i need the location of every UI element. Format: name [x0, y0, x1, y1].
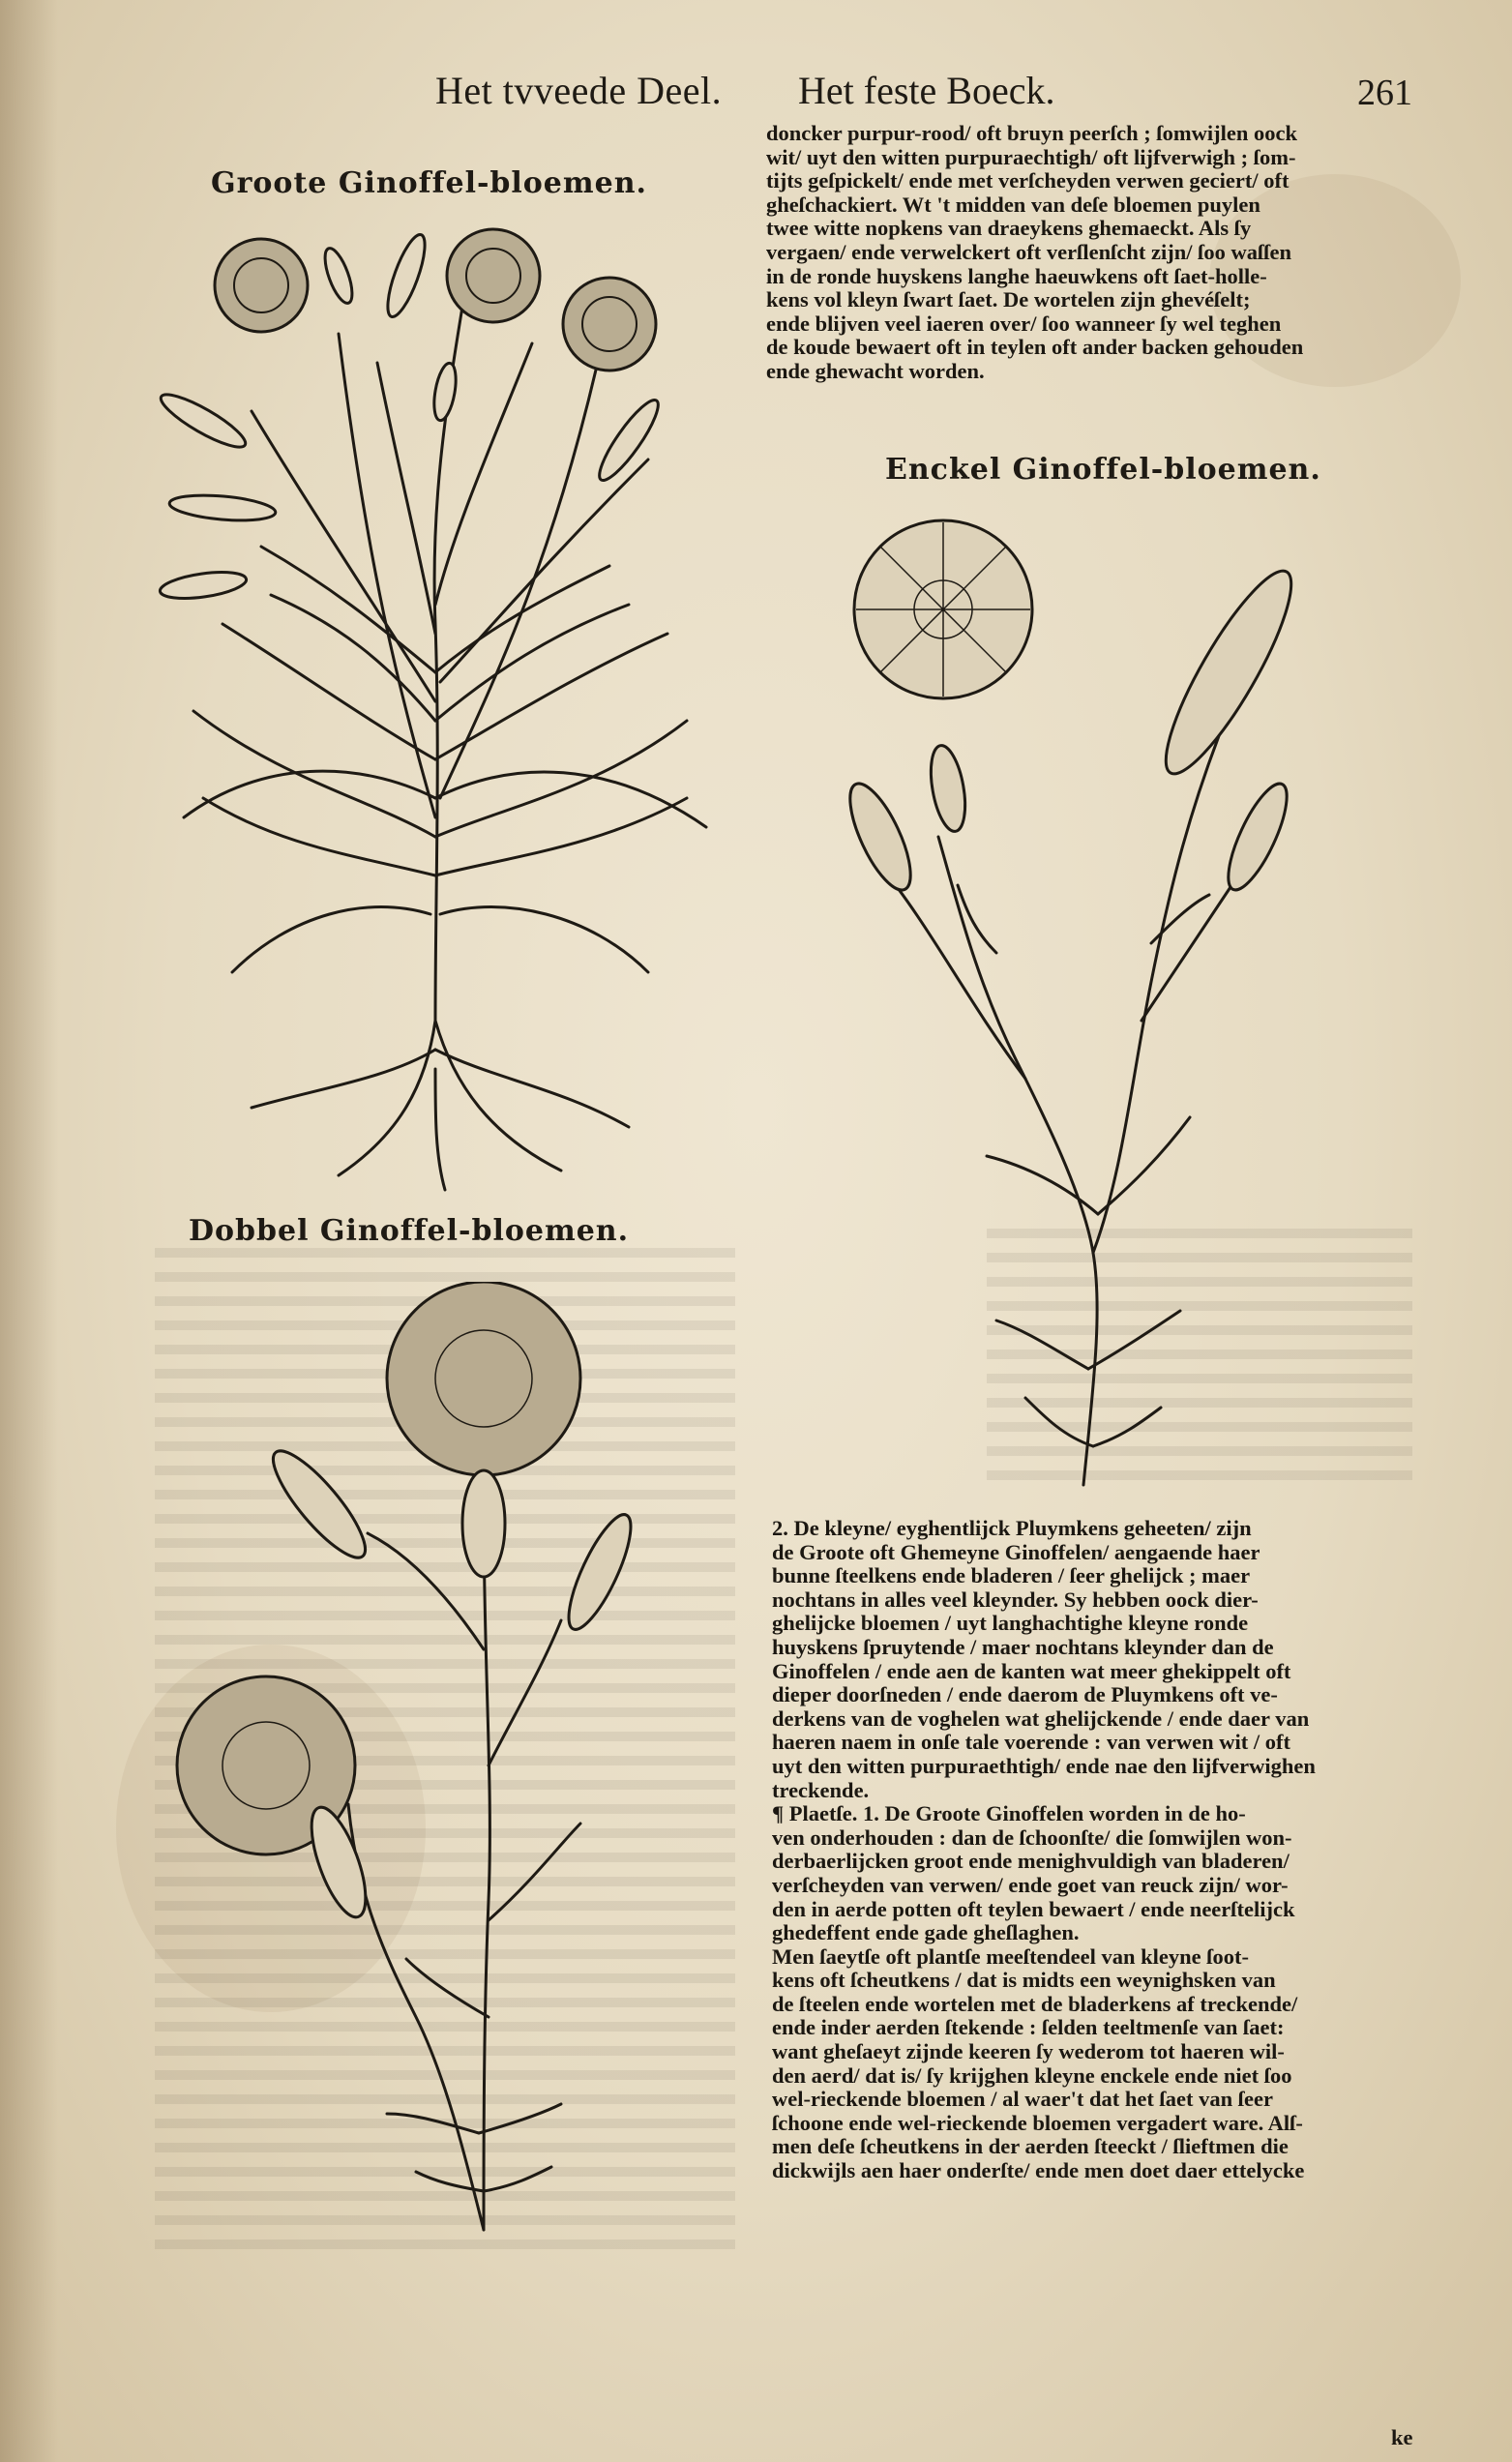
text-line: dieper doorſneden / ende daerom de Pluymkens oft ve- [772, 1683, 1278, 1707]
text-line: de ſteelen ende wortelen met de bladerkens af treckende/ [772, 1992, 1298, 2016]
text-line: ſchoone ende wel-rieckende bloemen vergadert ware. Alſ- [772, 2111, 1303, 2135]
text-line: vergaen/ ende verwelckert oft verſlenſcht zijn/ ſoo waſſen [766, 240, 1291, 264]
text-line: derkens van de voghelen wat ghelijckende / ende daer van [772, 1706, 1310, 1731]
text-line: haeren naem in onſe tale voerende : van verwen wit / oft [772, 1731, 1290, 1755]
text-line: wel-rieckende bloemen / al waer't dat het ſaet van ſeer [772, 2088, 1273, 2112]
text-line: huyskens ſpruytende / maer nochtans kleynder dan de [772, 1635, 1274, 1659]
text-line: verſcheyden van verwen/ ende goet van reuck zijn/ wor- [772, 1873, 1289, 1897]
text-line: Men ſaeytſe oft plantſe meeſtendeel van kleyne ſoot- [772, 1944, 1250, 1969]
running-head-part: Het tvveede Deel. [435, 69, 723, 112]
caption-enckel: Enckel Ginoffel-bloemen. [885, 453, 1321, 487]
text-line: ende ghewacht worden. [766, 359, 985, 383]
text-line: wit/ uyt den witten purpuraechtigh/ oft lijfverwigh ; ſom- [766, 145, 1296, 169]
text-line: ende inder aerden ſtekende : ſelden teeltmenſe van ſaet: [772, 2016, 1285, 2040]
text-line: bunne ſteelkens ende bladeren / ſeer ghelijck ; maer [772, 1564, 1251, 1588]
text-line: ende blijven veel iaeren over/ ſoo wanneer ſy wel teghen [766, 311, 1282, 336]
gutter-shadow [0, 0, 58, 2462]
text-line: Ginoffelen / ende aen de kanten wat meer ghekippelt oft [772, 1659, 1291, 1683]
text-line: 2. De kleyne/ eyghentlijck Pluymkens geheeten/ zijn [772, 1517, 1252, 1540]
text-line: uyt den witten purpuraethtigh/ ende nae den lijfverwighen [772, 1754, 1316, 1778]
text-line: kens oft ſcheutkens / dat is midts een weynighsken van [772, 1969, 1276, 1993]
catchword: ke [1391, 2425, 1413, 2449]
text-line: de Groote oft Ghemeyne Ginoffelen/ aengaende haer [772, 1540, 1260, 1564]
running-head-book: Het feste Boeck. [798, 69, 1055, 112]
running-head [435, 68, 1432, 126]
text-line: ghelijcke bloemen / uyt langhachtighe kleyne ronde [772, 1612, 1249, 1636]
text-line: want gheſaeyt zijnde keeren ſy wederom tot haeren wil- [772, 2040, 1285, 2064]
text-line: gheſchackiert. Wt 't midden van deſe bloemen puylen [766, 193, 1260, 217]
caption-dobbel: Dobbel Ginoffel-bloemen. [189, 1214, 630, 1248]
text-line: doncker purpur-rood/ oft bruyn peerſch ; ſomwijlen oock [766, 122, 1297, 145]
caption-groote: Groote Ginoffel-bloemen. [211, 166, 647, 200]
illustration-enckel [822, 518, 1364, 1495]
text-block-top [766, 122, 1409, 384]
text-line: den in aerde potten oft teylen bewaert / ende neerſtelijck [772, 1897, 1295, 1921]
text-line: ¶ Plaetſe. 1. De Groote Ginoffelen worden in de ho- [772, 1802, 1246, 1826]
text-line: kens vol kleyn ſwart ſaet. De wortelen zijn ghevéſelt; [766, 288, 1251, 312]
text-block-bottom [772, 1517, 1410, 2183]
text-line: nochtans in alles veel kleynder. Sy hebben oock dier- [772, 1587, 1259, 1612]
text-line: ven onderhouden : dan de ſchoonſte/ die ſomwijlen won- [772, 1825, 1292, 1850]
text-line: derbaerlijcken groot ende menighvuldigh van bladeren/ [772, 1850, 1290, 1874]
text-line: ghedeffent ende gade gheſlaghen. [772, 1921, 1080, 1945]
illustration-dobbel [174, 1282, 658, 2240]
text-line: twee witte nopkens van draeykens ghemaeckt. Als ſy [766, 217, 1252, 241]
text-line: den aerd/ dat is/ ſy krijghen kleyne enckele ende niet ſoo [772, 2063, 1292, 2088]
text-line: tijts geſpickelt/ ende met verſcheyden verwen geciert/ oft [766, 169, 1290, 193]
text-line: men deſe ſcheutkens in der aerden ſteeckt / ſlieftmen die [772, 2135, 1289, 2159]
text-line: dickwijls aen haer onderſte/ ende men doet daer ettelycke [772, 2159, 1305, 2183]
text-line: treckende. [772, 1778, 870, 1802]
page-number: 261 [1357, 73, 1412, 113]
illustration-groote [145, 218, 745, 1195]
text-line: in de ronde huyskens langhe haeuwkens oft ſaet-holle- [766, 264, 1267, 288]
text-line: de koude bewaert oft in teylen oft ander backen gehouden [766, 336, 1304, 360]
